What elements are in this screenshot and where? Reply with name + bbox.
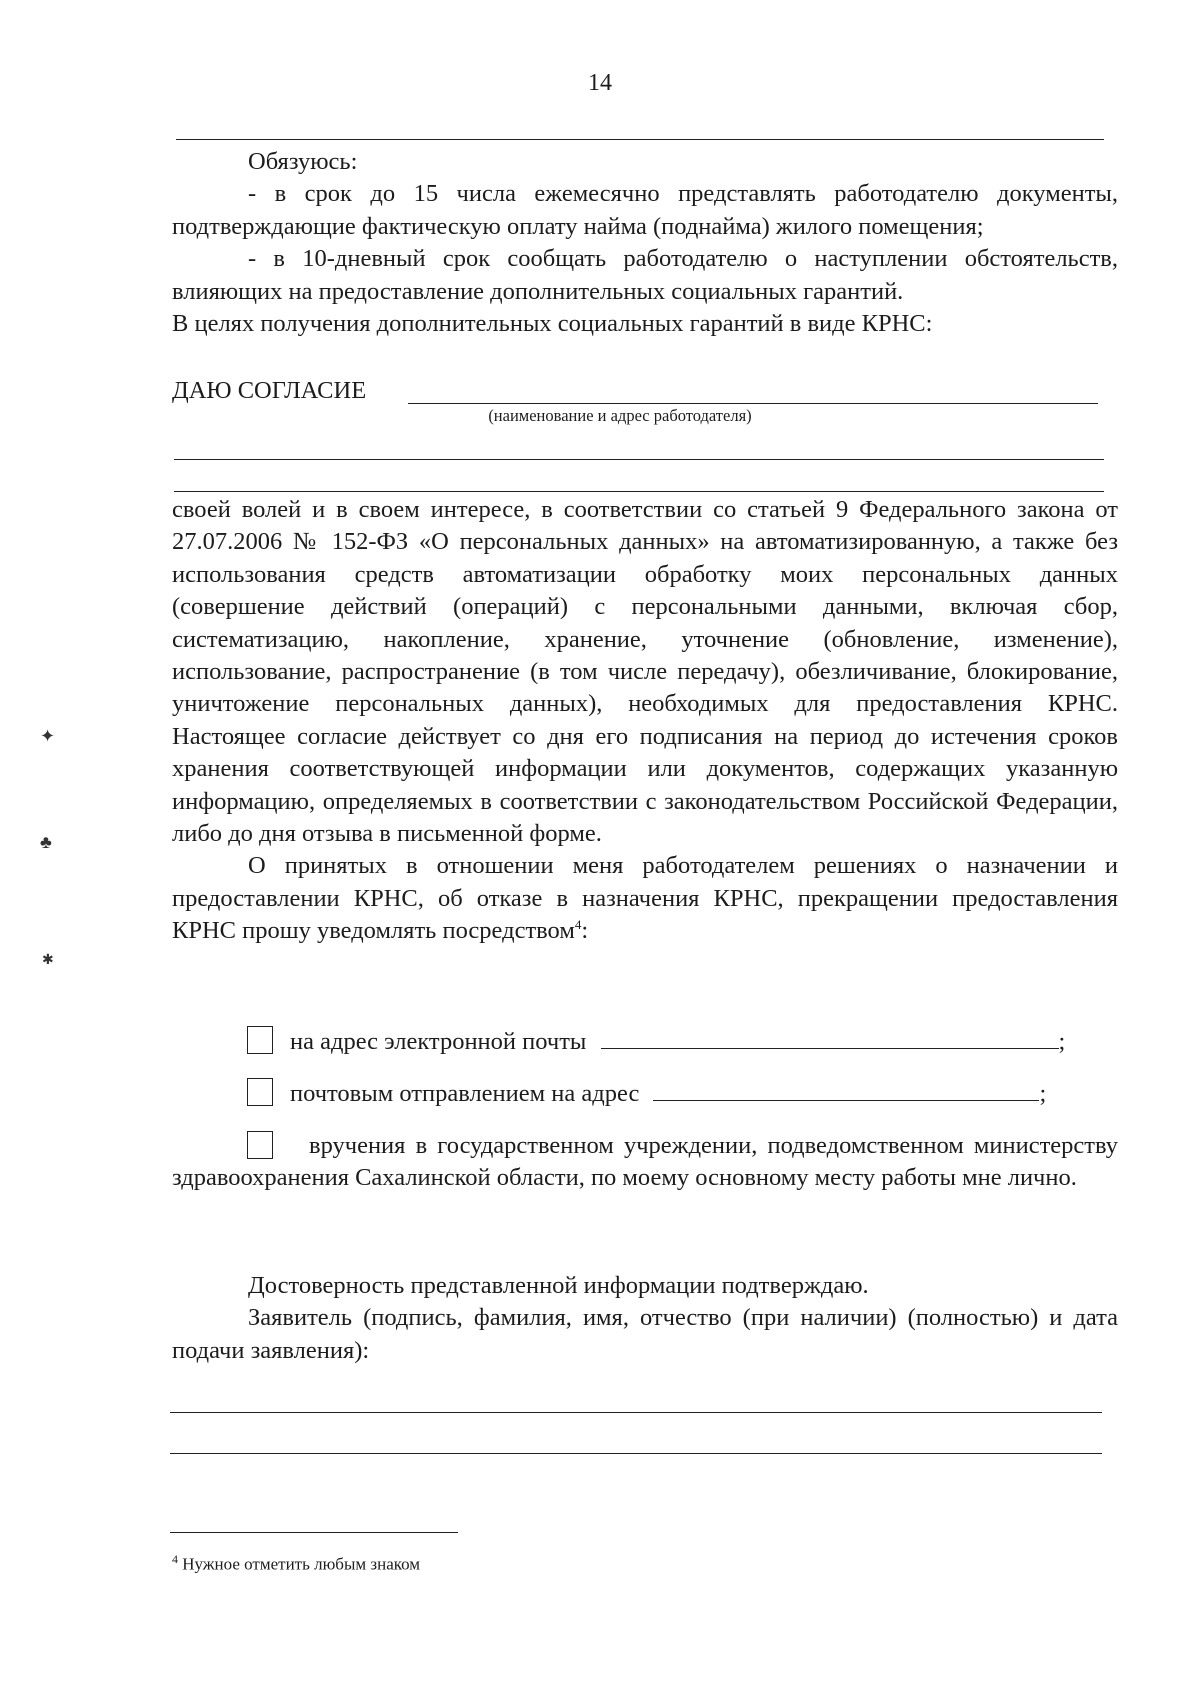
notification-intro-colon: : (581, 917, 589, 945)
scan-speck: ✦ (40, 726, 56, 746)
header-rule (176, 139, 1104, 140)
post-terminator: ; (1039, 1080, 1047, 1107)
scan-speck: ♣ (40, 832, 52, 852)
employer-caption: (наименование и адрес работодателя) (488, 406, 752, 425)
consent-text: своей волей и в своем интересе, в соответствии со статьей 9 Федерального закона от 27.07.2006 № 152-ФЗ «О персональных данных» на автоматизированную, а также без использования средств автоматизации обработку моих персональных данных (совершение действий (операций) с персональными данными, включая сбор, систематизацию, накопление, хранение, уточнение (обновление, изменение), использование, распространение (в том числе передачу), обезличивание, блокирование, уничтожение персональных данных), необходимых для предоставления КРНС. Настоящее согласие действует со дня его подписания на период до истечения сроков хранения соответствующей информации или документов, содержащих указанную информацию, определяемых в соответствии с законодательством Российской Федерации, либо до дня отзыва в письменной форме. (172, 496, 1118, 848)
footnote-mark: 4 (172, 1552, 178, 1566)
scan-speck: ✱ (42, 953, 54, 968)
notification-intro-text: О принятых в отношении меня работодателем решениях о назначении и предоставлении КРНС, об отказе в назначения КРНС, прекращении предоставления КРНС прошу уведомлять посредством (172, 852, 1118, 945)
footnote-text: Нужное отметить любым знаком (182, 1554, 421, 1574)
signature-field-1[interactable] (170, 1412, 1102, 1413)
signature-field-2[interactable] (170, 1453, 1102, 1454)
page-number: 14 (588, 70, 612, 96)
post-option-label: почтовым отправлением на адрес (290, 1080, 640, 1107)
footnote-separator (170, 1532, 458, 1533)
obligation-item-1: - в срок до 15 числа ежемесячно представлять работодателю документы, подтверждающие фактическую оплату найма (поднайма) жилого помещения; (172, 180, 1118, 240)
employer-name-field-1[interactable] (408, 403, 1098, 404)
consent-purpose: В целях получения дополнительных социальных гарантий в виде КРНС: (172, 310, 933, 338)
footnote-reference: 4 (574, 917, 582, 933)
postal-address-field[interactable] (653, 1078, 1039, 1101)
post-checkbox[interactable] (247, 1078, 273, 1106)
email-option-row (290, 1026, 1065, 1058)
obligation-item-2: - в 10-дневный срок сообщать работодателю о наступлении обстоятельств, влияющих на предоставление дополнительных социальных гарантий. (172, 245, 1118, 305)
applicant-instruction: Заявитель (подпись, фамилия, имя, отчество (при наличии) (полностью) и дата подачи заявления): (172, 1304, 1118, 1364)
confirmation-block (172, 1270, 1118, 1367)
confirmation-text: Достоверность представленной информации подтверждаю. (248, 1272, 869, 1299)
email-checkbox[interactable] (247, 1026, 273, 1054)
obligations-block (172, 146, 1118, 340)
notification-intro (172, 850, 1118, 947)
consent-line (172, 375, 366, 407)
employer-name-field-2[interactable] (174, 459, 1104, 460)
footnote (172, 1548, 420, 1576)
post-option-row (290, 1078, 1046, 1110)
obligations-heading: Обязуюсь: (248, 148, 358, 175)
in-person-option (172, 1130, 1118, 1195)
email-terminator: ; (1058, 1028, 1066, 1055)
in-person-option-label: вручения в государственном учреждении, подведомственном министерству здравоохранения Сахалинской области, по моему основному месту работы мне лично. (172, 1132, 1118, 1192)
consent-label: ДАЮ СОГЛАСИЕ (172, 377, 367, 404)
consent-text-block (172, 494, 1118, 948)
email-address-field[interactable] (601, 1026, 1059, 1049)
email-option-label: на адрес электронной почты (290, 1028, 587, 1055)
employer-name-field-3[interactable] (174, 491, 1104, 492)
